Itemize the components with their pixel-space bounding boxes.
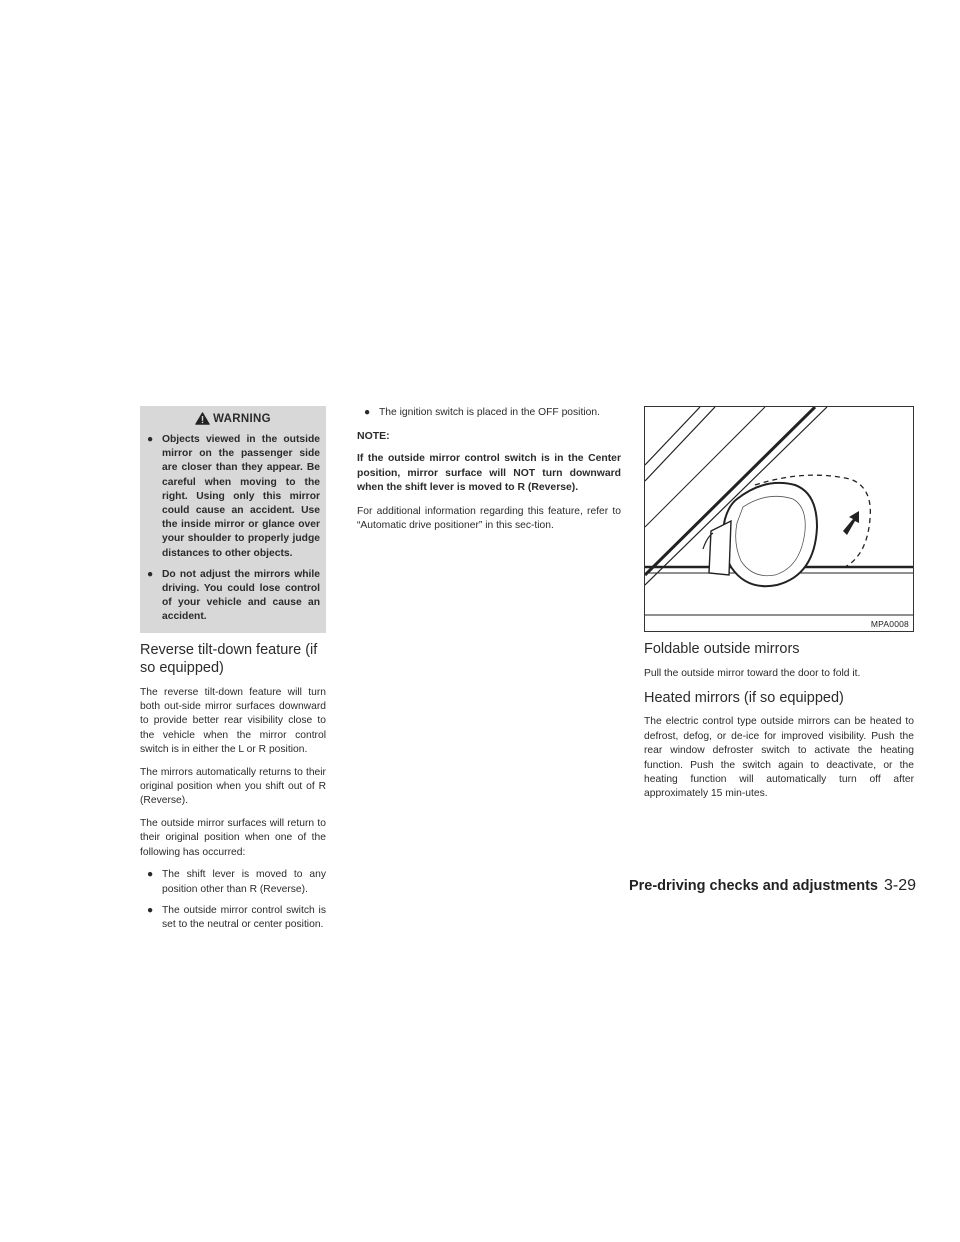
page-footer (590, 877, 916, 895)
condition-text: The ignition switch is placed in the OFF position. (379, 407, 600, 418)
condition-text: The outside mirror control switch is set to the neutral or center position. (162, 904, 326, 931)
foldable-heading: Foldable outside mirrors (644, 641, 800, 657)
condition-item (363, 406, 621, 420)
warning-triangle-icon (195, 412, 210, 425)
warning-item (146, 433, 320, 561)
middle-column (357, 406, 621, 541)
note-text: If the outside mirror control switch is in the Center position, mirror surface will NOT turn downward when the shift lever is moved to R (Reverse). (357, 453, 621, 494)
condition-item (146, 904, 326, 933)
warning-text: Objects viewed in the outside mirror on the passenger side are closer than they appear. Be careful when moving to the right. Using only this mirror could cause an accident. Use the inside mirror or glance over your shoulder to properly judge distances to other objects. (162, 434, 320, 559)
left-column (140, 406, 326, 940)
note-label: NOTE: (357, 430, 390, 443)
condition-item (146, 868, 326, 897)
warning-box (140, 406, 326, 633)
bullet-icon: ● (147, 869, 154, 881)
bullet-icon: ● (364, 407, 371, 418)
heated-heading: Heated mirrors (if so equipped) (644, 689, 844, 706)
warning-header (146, 412, 320, 425)
warning-item (146, 568, 320, 625)
condition-text: The shift lever is moved to any position other than R (Reverse). (162, 869, 326, 895)
heated-text: The electric control type outside mirrors can be heated to defrost, defog, or de-ice for improved visibility. Push the rear window defroster switch to activate the heating function. Push the switch again to deactivate, or the heating function will automatically turn off after approximately 15 min-utes. (644, 716, 914, 800)
note-reference: For additional information regarding this feature, refer to “Automatic drive positioner” in this sec-tion. (357, 505, 621, 532)
reverse-tilt-heading: Reverse tilt-down feature (if so equipped) (140, 641, 318, 677)
reverse-tilt-paragraph: The outside mirror surfaces will return to their original position when one of the following has occurred: (140, 817, 326, 858)
foldable-text: Pull the outside mirror toward the door to fold it. (644, 667, 861, 679)
warning-title: WARNING (213, 412, 271, 425)
right-column (644, 406, 914, 810)
figure-label: MPA0008 (870, 619, 909, 629)
bullet-icon: ● (147, 434, 154, 445)
mirror-illustration (644, 406, 914, 632)
reverse-tilt-paragraph: The mirrors automatically returns to their original position when you shift out of R (Reverse). (140, 766, 326, 807)
footer-section-title: Pre-driving checks and adjustments (628, 878, 878, 894)
warning-text: Do not adjust the mirrors while driving. You could lose control of your vehicle and cause an accident. (162, 568, 320, 623)
page-number: 3-29 (883, 877, 916, 894)
bullet-icon: ● (147, 904, 154, 916)
mirror-drawing (645, 407, 914, 632)
bullet-icon: ● (147, 568, 154, 580)
reverse-tilt-paragraph: The reverse tilt-down feature will turn both out-side mirror surfaces downward to provide better rear visibility close to the vehicle when the mirror control switch is in either the L or R position. (140, 686, 326, 756)
